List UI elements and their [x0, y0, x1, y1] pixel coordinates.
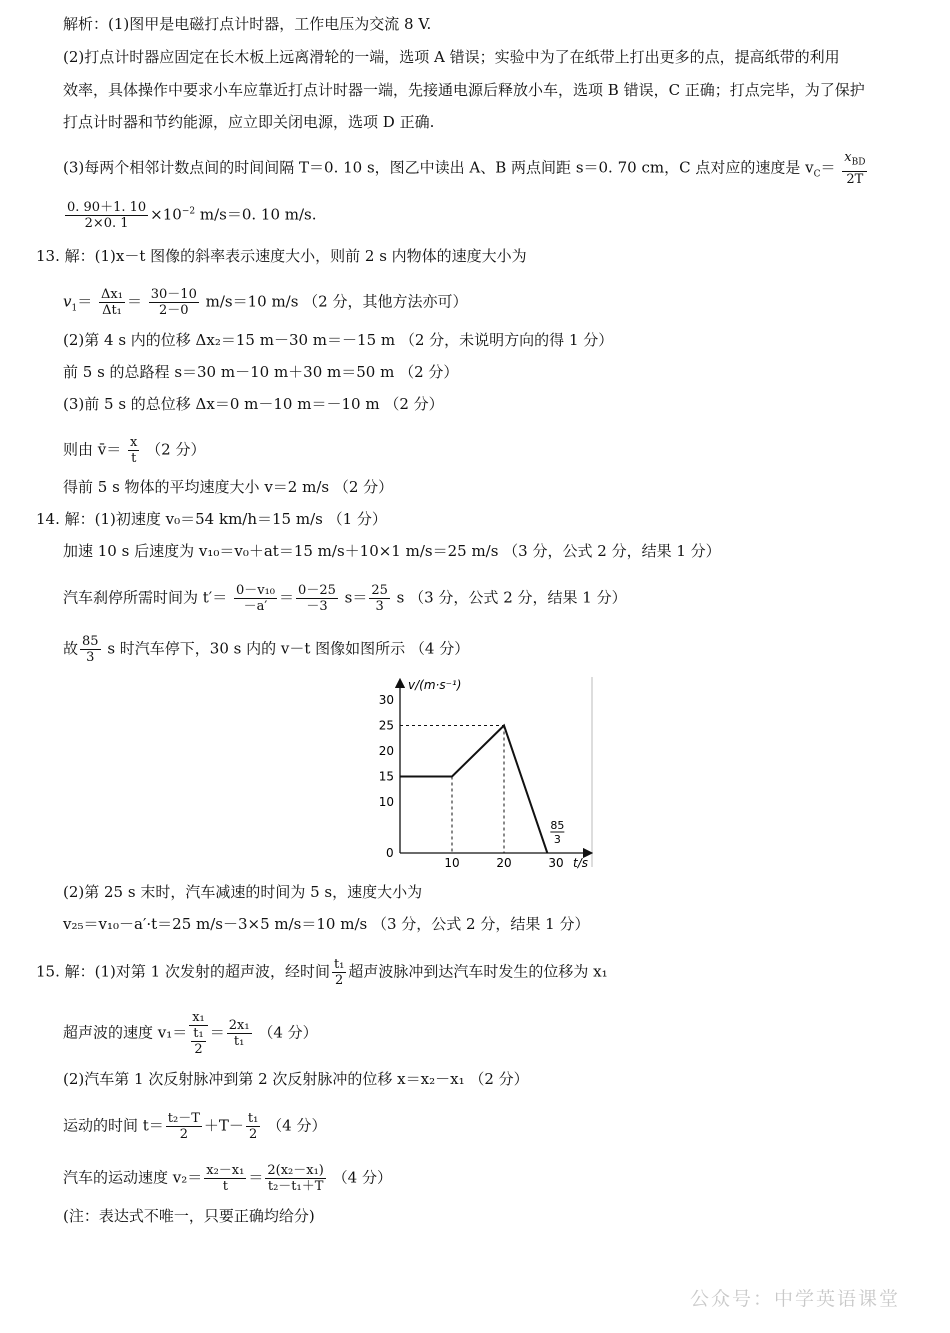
frac-den: 2 [335, 973, 344, 988]
annotation-den: 3 [553, 833, 561, 846]
fraction-2x1-t1 [227, 1018, 252, 1049]
analysis-line-1: 解析：(1)图甲是电磁打点计时器，工作电压为交流 8 V. [63, 15, 432, 33]
q15-l1-pre: 15. 解：(1)对第 1 次发射的超声波，经时间 [36, 962, 330, 981]
q14-l3-pre: 汽车刹停所需时间为 t′＝ [63, 588, 228, 607]
q14-line-2: 加速 10 s 后速度为 v₁₀＝v₀＋at＝15 m/s＋10×1 m/s＝25 m/s （3 分，公式 2 分，结果 1 分） [63, 542, 721, 560]
fraction-25-3 [369, 583, 390, 614]
frac-den: －3 [306, 599, 328, 614]
q15-line-4 [63, 1111, 326, 1142]
q15-line-3: (2)汽车第 1 次反射脉冲到第 2 次反射脉冲的位移 x＝x₂－x₁ （2 分） [63, 1070, 529, 1088]
q13-v-sub: 1 [71, 303, 78, 314]
q15-line-5: 汽车的运动速度 v₂＝ $\frac{\text{x₂－x₁}}{t}$ ＝ $\frac{\text{2(x₂－x₁)}}{\text{t₂－t₁＋T}}$ （4 分） [63, 1163, 392, 1194]
frac-den: 2T [846, 171, 864, 187]
frac-num: 2(x₂－x₁) [267, 1163, 324, 1178]
fraction-25-3-neg [296, 583, 338, 614]
v-t-chart [368, 675, 608, 870]
frac-den: t₁ [233, 1034, 245, 1049]
q15-line-2: 超声波的速度 v₁＝ $\frac{\text{x₁}}{\frac{\text{t₁}}{2}}$ ＝ $\frac{\text{2x₁}}{\text{t₁}}$ （4 分） [63, 1010, 318, 1057]
analysis-3a-sub: C [813, 169, 821, 180]
frac-den: 2－0 [159, 303, 189, 318]
q15-l5-pre: 汽车的运动速度 v₂＝ [63, 1168, 203, 1187]
frac-num: 0－25 [298, 583, 336, 598]
q14-line-1: 14. 解：(1)初速度 v₀＝54 km/h＝15 m/s （1 分） [36, 510, 387, 528]
y-tick-label-10: 10 [378, 795, 394, 809]
q15-line-1 [36, 957, 608, 988]
fraction-x2x1-t [204, 1163, 246, 1194]
q13-line-2 [63, 287, 468, 319]
frac-num: 30－10 [150, 287, 197, 302]
y-tick-label-30: 30 [378, 693, 394, 707]
frac-den: 2 [179, 1127, 188, 1142]
fraction-85-3 [80, 634, 101, 665]
y-tick-label-25: 25 [378, 718, 394, 733]
q15-l4-pre: 运动的时间 t＝ [63, 1116, 164, 1135]
frac-num: 25 [371, 583, 388, 598]
q14-l4-tail: s 时汽车停下，30 s 内的 v－t 图像如图所示 （4 分） [102, 639, 470, 658]
y-axis-label: v/(m·s⁻¹) [408, 678, 462, 692]
frac-num: Δx₁ [101, 287, 123, 302]
frac-num: x₁ [189, 1010, 207, 1026]
q15-l4-mid: ＋T－ [203, 1116, 244, 1135]
frac-num: t₁ [193, 1026, 204, 1041]
frac-num: 0－v₁₀ [235, 583, 276, 598]
fraction-xbd-2t [842, 150, 867, 187]
q13-line-7: 得前 5 s 物体的平均速度大小 v＝2 m/s （2 分） [63, 478, 394, 496]
q14-line-3: 汽车刹停所需时间为 t′＝ $\frac{\text{0－v₁₀}}{-a'}$ ＝ $\frac{0-25}{-3}$ s＝ $\frac{25}{3}$ s （3 分，公式 2 分，结果 1 分） [63, 583, 627, 614]
y-tick-label-20: 20 [378, 744, 394, 758]
frac-num: t₁ [333, 957, 345, 972]
q14-line-5: (2)第 25 s 末时，汽车减速的时间为 5 s，速度大小为 [63, 883, 423, 901]
q14-line-6: v₂₅＝v₁₀－a′·t＝25 m/s－3×5 m/s＝10 m/s （3 分，公式 2 分，结果 1 分） [63, 915, 590, 933]
frac-den: 3 [375, 599, 384, 614]
analysis-line-2c: 打点计时器和节约能源，应立即关闭电源，选项 D 正确. [63, 113, 435, 131]
v-t-series-line [400, 726, 547, 854]
frac-num: 0. 90＋1. 10 [67, 200, 147, 215]
fraction-x1-t1half [189, 1010, 207, 1057]
y-tick-label-15: 15 [378, 769, 394, 784]
frac-den: t₂－t₁＋T [267, 1179, 324, 1194]
q13-line-5: (3)前 5 s 的总位移 Δx＝0 m－10 m＝－10 m （2 分） [63, 395, 444, 413]
fraction-t1-2b [246, 1111, 260, 1142]
analysis-line-2a: (2)打点计时器应固定在长木板上远离滑轮的一端，选项 A 错误；实验中为了在纸带上打出更多的点，提高纸带的利用 [63, 48, 840, 66]
q14-l3-mid: s＝ [339, 588, 368, 607]
frac-num: x₂－x₁ [206, 1163, 245, 1178]
frac-num: 2x₁ [228, 1018, 250, 1033]
fraction-t1-2 [332, 957, 346, 988]
q13-line-3: (2)第 4 s 内的位移 Δx₂＝15 m－30 m＝－15 m （2 分，未说明方向的得 1 分） [63, 331, 614, 349]
fraction-velocity [65, 200, 148, 231]
frac-den: t [131, 451, 137, 466]
analysis-3b-exp: −2 [181, 206, 196, 217]
q13-l6-tail: （2 分） [141, 440, 206, 459]
analysis-3b-rest: ×10 [150, 205, 182, 224]
frac-den: －a′ [243, 599, 268, 614]
x-tick-label-20: 20 [496, 856, 512, 870]
frac-den: 2×0. 1 [84, 216, 129, 231]
x-tick-label-30: 30 [548, 856, 564, 870]
frac-num: x [130, 435, 138, 450]
q15-line-6: (注：表达式不唯一，只要正确均给分) [63, 1207, 315, 1225]
fraction-v10-a [234, 583, 277, 614]
analysis-line-2b: 效率，具体操作中要求小车应靠近打点计时器一端，先接通电源后释放小车，选项 B 错误，C 正确；打点完毕，为了保护 [63, 81, 865, 99]
fraction-2x2x1-t2t1T [265, 1163, 326, 1194]
analysis-line-3b [63, 200, 317, 231]
q13-line-4: 前 5 s 的总路程 s＝30 m－10 m＋30 m＝50 m （2 分） [63, 363, 459, 381]
frac-num: x [844, 150, 852, 165]
q15-l5-tail: （4 分） [327, 1168, 392, 1187]
q13-line-1: 13. 解：(1)x－t 图像的斜率表示速度大小，则前 2 s 内物体的速度大小为 [36, 247, 527, 265]
q14-l3-tail: s （3 分，公式 2 分，结果 1 分） [391, 588, 627, 607]
analysis-3a-eq: ＝ [820, 158, 836, 177]
fraction-t2-T-2 [166, 1111, 202, 1142]
q15-l1-tail: 超声波脉冲到达汽车时发生的位移为 x₁ [348, 962, 608, 981]
analysis-line-3a [63, 150, 869, 187]
origin-label: 0 [386, 846, 394, 860]
analysis-3a-text: (3)每两个相邻计数点间的时间间隔 T＝0. 10 s，图乙中读出 A、B 两点间距 s＝0. 70 cm，C 点对应的速度是 v [63, 158, 814, 177]
q15-l2-tail: （4 分） [253, 1023, 318, 1042]
q14-line-4 [63, 634, 469, 665]
x-tick-label-10: 10 [444, 856, 460, 870]
annotation-num: 85 [550, 819, 565, 832]
q13-l6-pre: 则由 v̄＝ [63, 440, 122, 459]
q13-v: v [63, 292, 72, 311]
q13-eq-2: ＝ [126, 292, 142, 311]
frac-den: 3 [86, 650, 95, 665]
frac-den-compound [189, 1026, 207, 1057]
frac-num-sub: BD [851, 157, 866, 168]
watermark: 公众号：中学英语课堂 [690, 1288, 901, 1310]
q15-l2-pre: 超声波的速度 v₁＝ [63, 1023, 188, 1042]
fraction-x-t [128, 435, 139, 466]
frac-num: 85 [82, 634, 99, 649]
fraction-30-10 [149, 287, 199, 318]
frac-den: Δt₁ [102, 303, 122, 318]
frac-num: t₁ [247, 1111, 259, 1126]
analysis-3b-tail: m/s＝0. 10 m/s. [195, 205, 317, 224]
q15-l4-tail: （4 分） [262, 1116, 327, 1135]
frac-den: t [222, 1179, 228, 1194]
q13-l2-tail: m/s＝10 m/s （2 分，其他方法亦可） [200, 292, 468, 311]
q14-l4-pre: 故 [63, 639, 79, 658]
x-axis-label: t/s [573, 856, 588, 870]
frac-num: t₂－T [167, 1111, 200, 1126]
frac-den: 2 [194, 1042, 203, 1057]
fraction-dx-dt [99, 287, 125, 318]
q13-line-6 [63, 435, 205, 466]
frac-den: 2 [249, 1127, 258, 1142]
q13-eq: ＝ [77, 292, 93, 311]
